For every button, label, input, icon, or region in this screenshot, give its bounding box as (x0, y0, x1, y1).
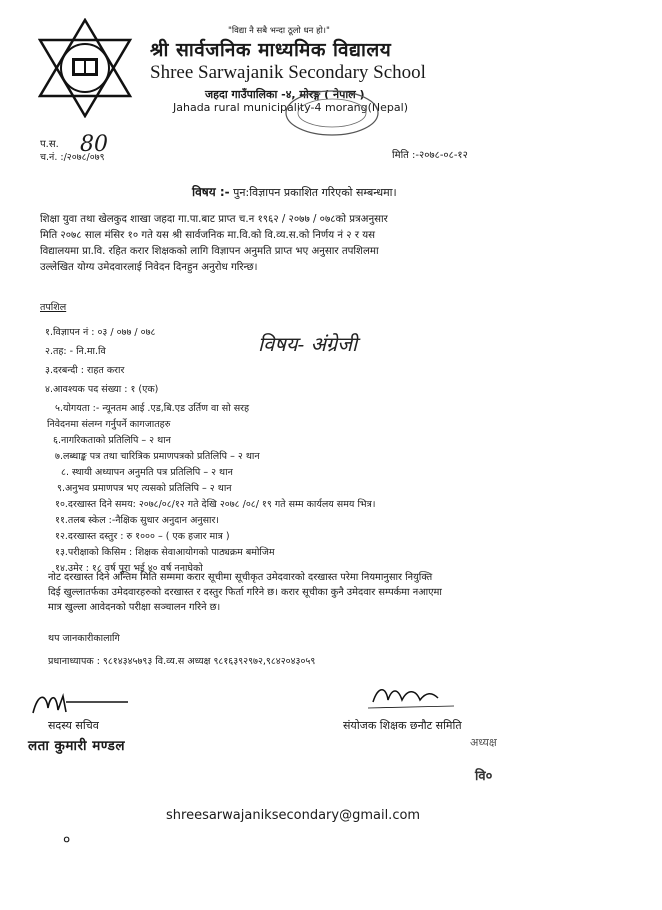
contact-numbers: प्रधानाध्यापक : ९८१४३४५७९३ वि.व्य.स अध्यक्ष ९८१६३९२९७२,९८४२०४३०५९ (48, 656, 316, 667)
secretary-signature (28, 688, 138, 718)
address-english: Jahada rural municipality-4 morang(Nepal) (173, 101, 408, 114)
body-paragraph (40, 212, 388, 276)
list-item: १.विज्ञापन नं : ०३ / ०७७ / ०७८ (45, 327, 156, 338)
office-stamp (282, 88, 382, 138)
more-info-label: थप जानकारीकालागि (48, 633, 120, 644)
body-line: विद्यालयमा प्रा.वि. रहित करार शिक्षकको लागि विज्ञापन अनुमति प्राप्त भए अनुसार तपशिलमा (40, 246, 379, 257)
school-logo (38, 18, 133, 118)
body-line: शिक्षा युवा तथा खेलकुद शाखा जहदा गा.पा.बाट प्राप्त च.न १९६२ / २०७७ / ०७८को प्रत्रअनुसार (40, 214, 388, 225)
note-line: दिई खुल्लातर्फका उमेदवारहरुको दरखास्त र दस्तुर फिर्ता गरिने छ। करार सूचीका कुनै उमेदवार सम्पर्कमा नआएमा (48, 587, 442, 598)
list-item: ७.लब्धाङ्क पत्र तथा चारित्रिक प्रमाणपत्रको प्रतिलिपि – २ थान (55, 451, 260, 462)
note-line: मात्र खुल्ला आवेदनको परीक्षा सञ्चालन गरिने छ। (48, 602, 221, 613)
committee-title: संयोजक शिक्षक छनौट समिति (343, 719, 462, 732)
stamp-text-2: वि० (475, 769, 493, 784)
school-name-english: Shree Sarwajanik Secondary School (150, 62, 426, 83)
school-email: shreesarwajaniksecondary@gmail.com (166, 808, 421, 823)
list-item: ११.तलब स्केल :-नैक्षिक सुधार अनुदान अनुसार। (55, 515, 219, 526)
subject-label: विषय :- (192, 185, 230, 199)
letter-number-label: प.स. (40, 139, 59, 150)
list-item: ६.नागरिकताको प्रतिलिपि – २ थान (53, 435, 171, 446)
page-mark: ० (63, 832, 71, 848)
list-item: ५.योगयता :- न्यूनतम आई .एड,बि.एड उर्तिण वा सो सरह (55, 403, 250, 414)
list-item: ४.आवश्यक पद संख्या : १ (एक) (45, 384, 159, 395)
list-item: १३.परीक्षाको किसिम : शिक्षक सेवाआयोगको पाठ्यक्रम बमोजिम (55, 547, 275, 558)
list-item: निवेदनमा संलग्न गर्नुपर्ने कागजातहरु (47, 419, 171, 430)
list-item: १४.उमेर : १८ वर्ष पुरा भई ४० वर्ष ननाघेको (55, 563, 203, 574)
secretary-title: सदस्य सचिव (48, 719, 99, 732)
note-line: नोट दरखास्त दिने अन्तिम मिति सम्ममा करार सूचीमा सूचीकृत उमेदवारको दरखास्त परेमा नियमानुसार नियुक्ति (48, 572, 433, 583)
letter-date: मिति :-२०७८-०८-१२ (392, 150, 468, 161)
list-item: ८. स्थायी अध्यापन अनुमति पत्र प्रतिलिपि – २ थान (61, 467, 233, 478)
letter-number-value: 80 (80, 132, 108, 157)
list-item: १२.दरखास्त दस्तुर : रु १००० – ( एक हजार मात्र ) (55, 531, 230, 542)
address-nepali: जहदा गाउँपालिका -४, मोरङ्ग ( नेपाल ) (205, 88, 365, 101)
body-line: उल्लेखित योग्य उमेदवारलाई निवेदन दिनहुन अनुरोध गरिन्छ। (40, 262, 258, 273)
dispatch-number: च.नं. :/२०७८/०७९ (40, 152, 105, 163)
details-heading: तपशिल (40, 302, 67, 313)
chair-signature (368, 682, 458, 710)
school-motto: "विद्या नै सबै भन्दा ठूलो धन हो।" (228, 26, 330, 36)
list-item: ९.अनुभव प्रमाणपत्र भए त्यसको प्रतिलिपि – २ थान (57, 483, 232, 494)
subject-line (192, 183, 397, 200)
list-item: ३.दरबन्दी : राहत करार (45, 365, 125, 376)
subject-text: पुन:विज्ञापन प्रकाशित गरिएको सम्बन्धमा। (233, 186, 397, 199)
stamp-text: अध्यक्ष (470, 736, 497, 749)
school-name-nepali: श्री सार्वजनिक माध्यमिक विद्यालय (150, 39, 392, 61)
list-item: २.तह: - नि.मा.वि (45, 346, 106, 357)
secretary-name: लता कुमारी मण्डल (28, 738, 126, 754)
list-item: १०.दरखास्त दिने समय: २०७८/०८/१२ गते देखि २०७८ /०८/ १९ गते सम्म कार्यलय समय भित्र। (55, 499, 376, 510)
body-line: मिति २०७८ साल मंसिर १० गते यस श्री सार्वजनिक मा.वि.को वि.व्य.स.को निर्णय नं २ र यस (40, 230, 376, 241)
note-paragraph (48, 570, 442, 615)
handwritten-subject: विषय- अंग्रेजी (258, 332, 358, 356)
